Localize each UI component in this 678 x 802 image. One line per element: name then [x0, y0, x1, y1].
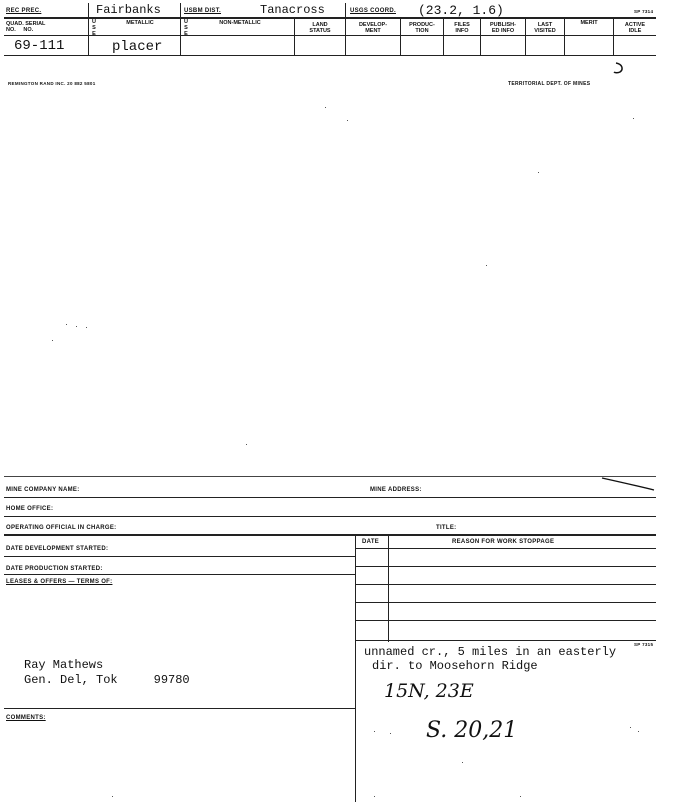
handwritten-sections: S. 20,21 — [426, 718, 518, 743]
scan-speck — [325, 107, 326, 108]
col-divider — [443, 17, 444, 55]
table-row-line — [355, 620, 656, 621]
date-production-label: DATE PRODUCTION STARTED: — [6, 566, 103, 572]
row1-vdivider — [180, 3, 181, 17]
rec-prec-value: Fairbanks — [96, 3, 161, 17]
production-label: PRODUC- TION — [409, 22, 435, 34]
active-idle-label: ACTIVE IDLE — [624, 22, 646, 34]
header-divider — [4, 35, 656, 36]
row1-vdivider — [88, 3, 89, 17]
scan-speck — [347, 120, 348, 121]
land-status-label: LAND STATUS — [309, 22, 331, 34]
scan-speck — [66, 324, 67, 325]
hand-mark-icon — [612, 60, 628, 76]
col-divider — [180, 17, 181, 55]
handwritten-township: 15N, 23E — [384, 680, 474, 702]
scan-speck — [52, 340, 53, 341]
bottom-vertical-divider — [355, 642, 356, 802]
col-divider — [294, 17, 295, 55]
table-left-border — [355, 534, 356, 642]
printer-note: REMINGTON RAND INC. 20 882 5801 — [8, 81, 96, 86]
scan-speck — [86, 327, 87, 328]
scan-speck — [246, 444, 247, 445]
form-number-2: SP 7315 — [634, 642, 654, 647]
reason-label: REASON FOR WORK STOPPAGE — [452, 539, 555, 545]
scan-speck — [112, 796, 113, 797]
operating-official-label: OPERATING OFFICIAL IN CHARGE: — [6, 525, 117, 531]
col-divider — [480, 17, 481, 55]
scan-speck — [76, 326, 77, 327]
table-row-line — [355, 640, 656, 641]
row-divider — [4, 497, 656, 498]
row-divider — [4, 534, 656, 536]
scan-speck — [374, 796, 375, 797]
comments-label: COMMENTS: — [6, 715, 46, 721]
non-metallic-label: NON-METALLIC — [219, 20, 261, 26]
last-visited-label: LAST VISITED — [534, 22, 556, 34]
col-divider — [525, 17, 526, 55]
contact-address: Gen. Del, Tok 99780 — [24, 673, 190, 687]
col-divider — [400, 17, 401, 55]
home-office-label: HOME OFFICE: — [6, 506, 54, 512]
col-divider — [613, 17, 614, 55]
table-row-line — [355, 602, 656, 603]
usgs-coord-value: (23.2, 1.6) — [418, 3, 504, 18]
hand-stroke-icon — [600, 474, 656, 494]
usbm-dist-label: USBM DIST. — [184, 8, 222, 14]
date-column-label: DATE — [362, 539, 380, 545]
col-divider — [345, 17, 346, 55]
row-divider — [4, 574, 355, 575]
use2-label: U S E — [184, 19, 188, 37]
rec-prec-label: REC PREC. — [6, 8, 42, 14]
col-divider — [88, 17, 89, 55]
date-development-label: DATE DEVELOPMENT STARTED: — [6, 546, 109, 552]
form-number: SP 7314 — [634, 9, 654, 14]
table-row-line — [355, 584, 656, 585]
row-divider — [4, 516, 656, 517]
row1-vdivider — [345, 3, 346, 17]
metallic-label: METALLIC — [126, 20, 154, 26]
location-line-2: dir. to Moosehorn Ridge — [372, 659, 538, 673]
mine-company-label: MINE COMPANY NAME: — [6, 487, 80, 493]
table-row-line — [355, 548, 656, 549]
scan-speck — [462, 762, 463, 763]
department-label: TERRITORIAL DEPT. OF MINES — [508, 81, 591, 87]
location-line-1: unnamed cr., 5 miles in an easterly — [364, 645, 617, 659]
scan-speck — [638, 731, 639, 732]
quad-serial-label: QUAD. SERIAL NO. NO. — [6, 21, 46, 33]
table-row-line — [355, 566, 656, 567]
scan-speck — [390, 733, 391, 734]
quad-serial-value: 69-111 — [14, 38, 65, 54]
comments-divider — [4, 708, 355, 709]
development-label: DEVELOP- MENT — [358, 22, 388, 34]
merit-label: MERIT — [580, 20, 598, 26]
scan-speck — [538, 172, 539, 173]
metallic-value: placer — [112, 39, 163, 55]
bottom-top-line — [4, 476, 656, 477]
table-date-divider — [388, 534, 389, 642]
published-info-label: PUBLISH- ED INFO — [490, 22, 516, 34]
usgs-coord-label: USGS COORD. — [350, 8, 396, 14]
mine-address-label: MINE ADDRESS: — [370, 487, 422, 493]
leases-offers-label: LEASES & OFFERS — TERMS OF: — [6, 579, 113, 585]
scan-speck — [520, 796, 521, 797]
row-divider — [4, 556, 355, 557]
scan-speck — [630, 727, 631, 728]
scan-speck — [486, 265, 487, 266]
use-label: U S E — [92, 19, 96, 37]
scan-speck — [374, 731, 375, 732]
title-label: TITLE: — [436, 525, 457, 531]
row1-divider — [4, 17, 656, 19]
files-info-label: FILES INFO — [454, 22, 470, 34]
usbm-dist-value: Tanacross — [260, 3, 325, 17]
scan-speck — [633, 118, 634, 119]
contact-name: Ray Mathews — [24, 658, 104, 672]
col-divider — [564, 17, 565, 55]
row-bottom-divider — [4, 55, 656, 56]
